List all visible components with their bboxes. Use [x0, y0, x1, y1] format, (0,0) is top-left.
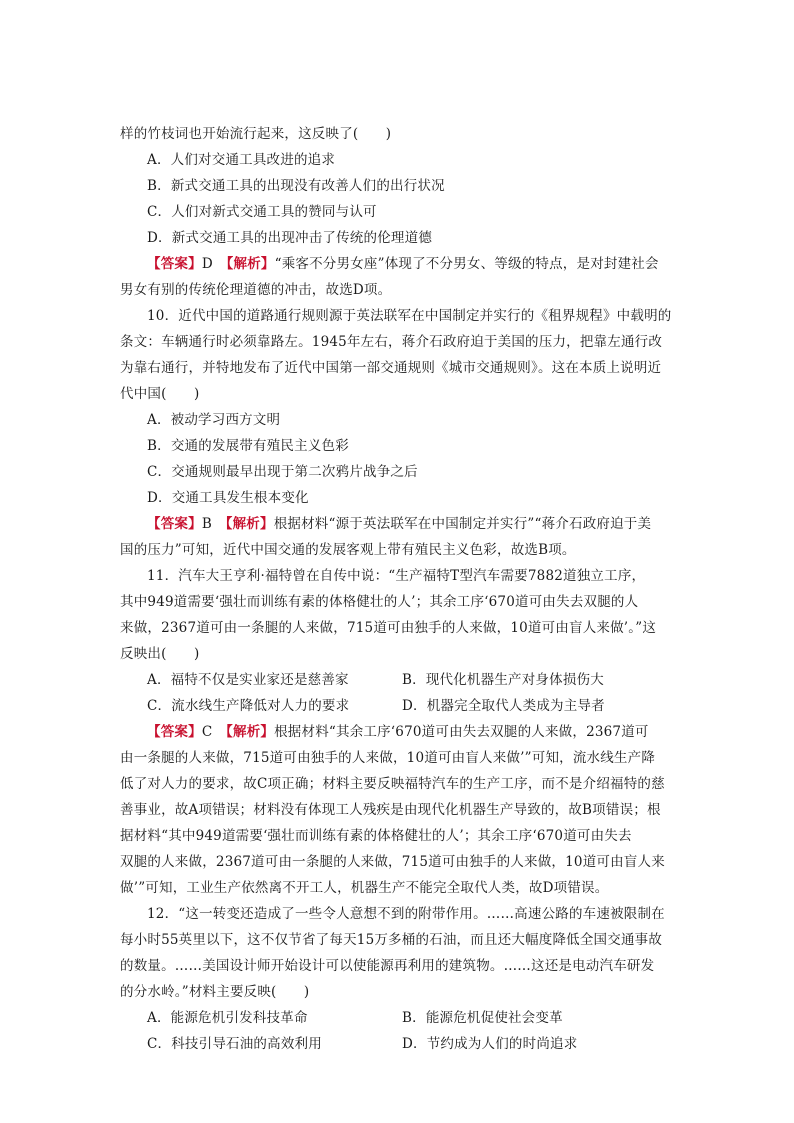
q10-stem-line-3: 为靠右通行，并特地发布了近代中国第一部交通规则《城市交通规则》。这在本质上说明近 — [120, 360, 662, 376]
q11-option-c: C．流水线生产降低对人力的要求 — [147, 698, 350, 714]
q9-option-d: D．新式交通工具的出现冲击了传统的伦理道德 — [147, 230, 433, 246]
q11-stem-line-2: 其中949道需要‘强壮而训练有素的体格健壮的人’；其余工序‘670道可由失去双腿的人 — [120, 594, 639, 610]
answer-value: C — [201, 724, 213, 740]
answer-tag: 【答案】 — [147, 724, 202, 740]
q12-option-c: C．科技引导石油的高效利用 — [147, 1036, 322, 1052]
q9-option-b: B．新式交通工具的出现没有改善人们的出行状况 — [147, 178, 445, 194]
q11-analysis-cont-6: 做’”可知，工业生产依然离不开工人，机器生产不能完全取代人类，故D项错误。 — [120, 880, 609, 896]
q10-stem-line-4: 代中国( ) — [120, 386, 200, 402]
q12-option-b: B．能源危机促使社会变革 — [402, 1010, 563, 1026]
q11-stem-line-4: 反映出( ) — [120, 646, 200, 662]
q11-analysis-cont-3: 善事业，故A项错误；材料没有体现工人残疾是由现代化机器生产导致的，故B项错误；根 — [120, 802, 661, 818]
q11-option-a: A．福特不仅是实业家还是慈善家 — [147, 672, 349, 688]
q11-option-b: B．现代化机器生产对身体损伤大 — [402, 672, 604, 688]
q12-option-d: D．节约成为人们的时尚追求 — [402, 1036, 578, 1052]
q9-analysis-cont: 男女有别的传统伦理道德的冲击，故选D项。 — [120, 282, 392, 298]
q12-option-a: A．能源危机引发科技革命 — [147, 1010, 308, 1026]
q9-stem: 样的竹枝词也开始流行起来，这反映了( ) — [120, 126, 392, 142]
answer-value: B — [201, 516, 212, 532]
analysis-text: 根据材料“其余工序‘670道可由失去双腿的人来做，2367道可 — [274, 724, 649, 740]
q10-option-a: A．被动学习西方文明 — [147, 412, 281, 428]
q11-analysis-cont-2: 低了对人力的要求，故C项正确；材料主要反映福特汽车的生产工序，而不是介绍福特的慈 — [120, 776, 665, 792]
answer-value: D — [201, 256, 213, 272]
analysis-tag: 【解析】 — [226, 724, 275, 740]
q9-answer-line — [147, 254, 659, 274]
q12-stem-line-4: 的分水岭。”材料主要反映( ) — [120, 984, 310, 1000]
q10-option-b: B．交通的发展带有殖民主义色彩 — [147, 438, 349, 454]
q12-stem-line-2: 每小时55英里以下，这不仅节省了每天15万多桶的石油，而且还大幅度降低全国交通事故 — [120, 932, 663, 948]
q10-analysis-cont: 国的压力”可知，近代中国交通的发展客观上带有殖民主义色彩，故选B项。 — [120, 542, 576, 558]
q11-option-d: D．机器完全取代人类成为主导者 — [402, 698, 605, 714]
q11-analysis-cont-5: 双腿的人来做，2367道可由一条腿的人来做，715道可由独手的人来做，10道可由盲人来 — [120, 854, 665, 870]
q10-option-c: C．交通规则最早出现于第二次鸦片战争之后 — [147, 464, 418, 480]
q12-stem-line-1: 12．“这一转变还造成了一些令人意想不到的附带作用。……高速公路的车速被限制在 — [147, 906, 665, 922]
q10-stem-line-2: 条文：车辆通行时必须靠路左。1945年左右，蒋介石政府迫于美国的压力，把靠左通行改 — [120, 334, 663, 350]
answer-tag: 【答案】 — [147, 256, 202, 272]
q10-option-d: D．交通工具发生根本变化 — [147, 490, 309, 506]
q10-answer-line — [147, 514, 651, 534]
q11-analysis-cont-4: 据材料“其中949道需要‘强壮而训练有素的体格健壮的人’；其余工序‘670道可由失去 — [120, 828, 632, 844]
q10-stem-line-1: 10．近代中国的道路通行规则源于英法联军在中国制定并实行的《租界规程》中载明的 — [147, 308, 672, 324]
analysis-text: “乘客不分男女座”体现了不分男女、等级的特点，是对封建社会 — [274, 256, 659, 272]
analysis-tag: 【解析】 — [225, 516, 274, 532]
q9-option-c: C．人们对新式交通工具的赞同与认可 — [147, 204, 377, 220]
q9-option-a: A．人们对交通工具改进的追求 — [147, 152, 336, 168]
answer-tag: 【答案】 — [147, 516, 202, 532]
q11-stem-line-1: 11．汽车大王亨利·福特曾在自传中说：“生产福特T型汽车需要7882道独立工序， — [147, 568, 646, 584]
q11-analysis-cont-1: 由一条腿的人来做，715道可由独手的人来做，10道可由盲人来做’”可知，流水线生产降 — [120, 750, 656, 766]
q11-stem-line-3: 来做，2367道可由一条腿的人来做，715道可由独手的人来做，10道可由盲人来做’。”这 — [120, 620, 657, 636]
analysis-text: 根据材料“源于英法联军在中国制定并实行”“蒋介石政府迫于美 — [273, 516, 652, 532]
q12-stem-line-3: 的数量。……美国设计师开始设计可以使能源再利用的建筑物。……这还是电动汽车研发 — [120, 958, 655, 974]
analysis-tag: 【解析】 — [226, 256, 275, 272]
q11-answer-line — [147, 722, 649, 742]
